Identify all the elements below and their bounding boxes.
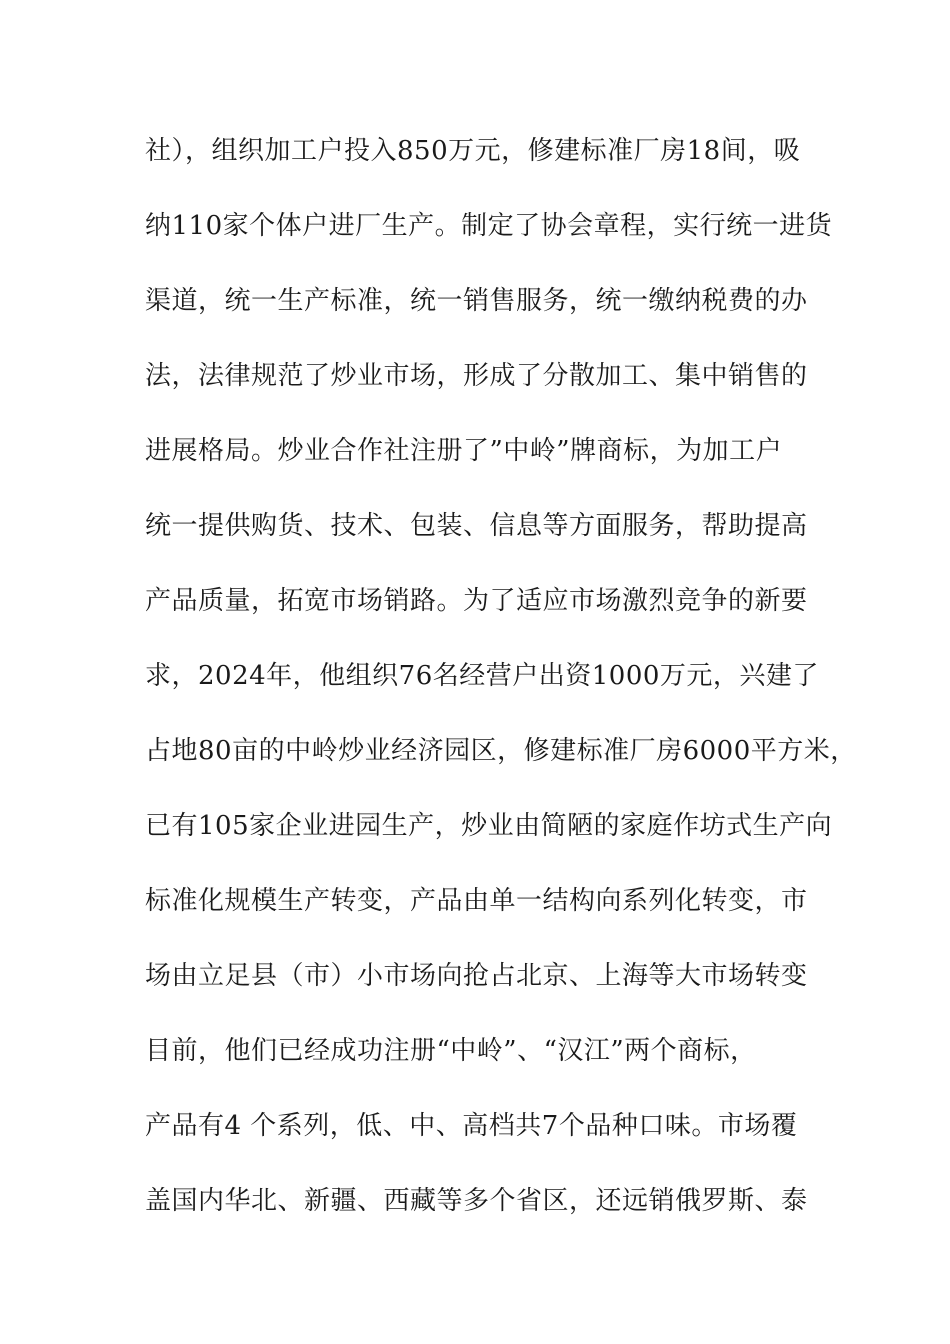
text-line-2: 纳110家个体户进厂生产。制定了协会章程，实行统一进货	[145, 211, 833, 241]
text-line-11: 标准化规模生产转变，产品由单一结构向系列化转变，市	[145, 886, 808, 916]
text-line-14: 产品有4 个系列，低、中、高档共7个品种口味。市场覆	[145, 1111, 798, 1141]
body-text	[145, 126, 857, 1251]
text-line-5: 进展格局。炒业合作社注册了”中岭”牌商标，为加工户	[145, 436, 783, 466]
text-line-6: 统一提供购货、技术、包装、信息等方面服务，帮助提高	[145, 511, 808, 541]
text-line-9: 占地80亩的中岭炒业经济园区，修建标准厂房6000平方米，	[145, 736, 857, 766]
text-line-8: 求，2024年，他组织76名经营户出资1000万元，兴建了	[145, 661, 819, 691]
text-line-4: 法，法律规范了炒业市场，形成了分散加工、集中销售的	[145, 361, 808, 391]
text-line-12: 场由立足县（市）小市场向抢占北京、上海等大市场转变	[145, 961, 808, 991]
text-line-15: 盖国内华北、新疆、西藏等多个省区，还远销俄罗斯、泰	[145, 1186, 808, 1216]
text-line-1: 社），组织加工户投入850万元，修建标准厂房18间，吸	[145, 136, 801, 166]
text-line-13: 目前，他们已经成功注册“中岭”、“汉江”两个商标，	[145, 1036, 757, 1066]
text-line-7: 产品质量，拓宽市场销路。为了适应市场激烈竞争的新要	[145, 586, 808, 616]
text-line-10: 已有105家企业进园生产，炒业由简陋的家庭作坊式生产向	[145, 811, 833, 841]
text-line-3: 渠道，统一生产标准，统一销售服务，统一缴纳税费的办	[145, 286, 808, 316]
